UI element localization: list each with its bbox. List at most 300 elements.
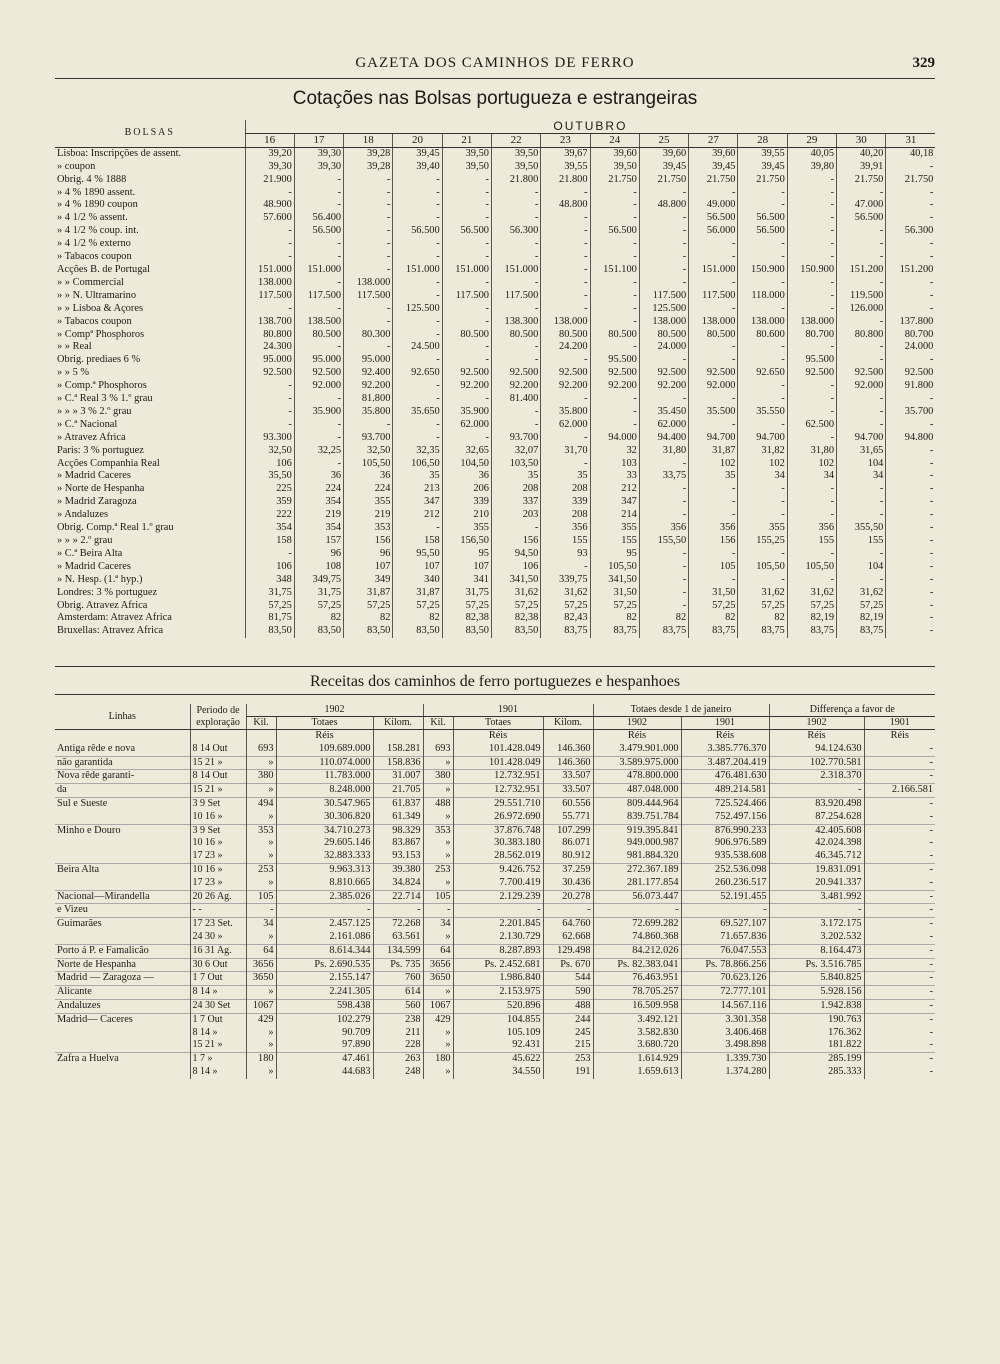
kil-1901: 34: [423, 918, 453, 931]
per-kilom-1901: 60.556: [543, 797, 593, 810]
quote-value: 138.300: [491, 316, 540, 329]
quote-value: 92.000: [837, 380, 886, 393]
quote-value: -: [541, 251, 590, 264]
quote-value: 31,80: [639, 445, 688, 458]
since-jan-1902: 281.177.854: [593, 877, 681, 890]
quote-value: 83,75: [541, 625, 590, 638]
total-1901: 101.428.049: [453, 743, 543, 756]
quote-value: 31,87: [393, 587, 442, 600]
quote-value: 92.500: [787, 367, 836, 380]
security-label: Acções B. de Portugal: [57, 263, 150, 275]
line-name: Minho e Douro: [55, 824, 190, 837]
since-jan-1902: 981.884.320: [593, 850, 681, 863]
quote-value: 57,25: [245, 600, 294, 613]
quote-value: -: [442, 238, 491, 251]
quote-value: -: [541, 264, 590, 277]
quote-value: -: [886, 445, 935, 458]
total-1901: 37.876.748: [453, 824, 543, 837]
quote-value: -: [639, 458, 688, 471]
kil-1902: »: [246, 931, 276, 944]
security-label: Londres: 3 % portuguez: [57, 586, 158, 598]
quote-value: -: [787, 277, 836, 290]
quote-value: 81,75: [245, 612, 294, 625]
day-header: 17: [294, 133, 343, 147]
day-header: 24: [590, 133, 639, 147]
quote-value: 106: [245, 458, 294, 471]
quote-value: 151.000: [491, 264, 540, 277]
reis-unit: Réis: [276, 730, 373, 743]
receipts-title: Receitas dos caminhos de ferro portuguezes e hespanhoes: [309, 673, 681, 690]
quote-value: 31,62: [738, 587, 787, 600]
kil-1902: »: [246, 837, 276, 850]
quote-value: -: [837, 251, 886, 264]
quote-value: 39,60: [639, 147, 688, 160]
since-jan-1902: 84.212.026: [593, 944, 681, 958]
quote-value: -: [590, 419, 639, 432]
period: 1 7 »: [190, 1053, 246, 1066]
quote-value: 57,25: [837, 600, 886, 613]
totals-header-1901: Totaes: [453, 717, 543, 730]
quote-value: 92.200: [442, 380, 491, 393]
quote-value: -: [886, 277, 935, 290]
quote-value: 40,18: [886, 147, 935, 160]
quote-value: 92.400: [344, 367, 393, 380]
quote-value: -: [541, 238, 590, 251]
quote-value: 94.400: [639, 432, 688, 445]
quote-value: 83,75: [639, 625, 688, 638]
quote-value: 36: [294, 470, 343, 483]
per-kilom-1901: 55.771: [543, 811, 593, 824]
since-jan-1902: 3.479.901.000: [593, 743, 681, 756]
quote-row: [55, 509, 935, 522]
quote-value: -: [344, 187, 393, 200]
quote-value: -: [787, 393, 836, 406]
receipt-row: [55, 918, 935, 931]
month-header: OUTUBRO: [245, 120, 935, 133]
quote-value: 24.300: [245, 341, 294, 354]
quote-value: -: [344, 212, 393, 225]
quote-value: 96: [294, 548, 343, 561]
security-label: » 4 1/2 % coup. int.: [57, 225, 139, 237]
kil-1901: »: [423, 931, 453, 944]
quote-value: -: [886, 625, 935, 638]
quote-value: 82: [689, 612, 738, 625]
period: 20 26 Ag.: [190, 890, 246, 904]
security-label: Paris: 3 % portuguez: [57, 444, 144, 456]
line-name: [55, 931, 190, 944]
quote-value: 92.200: [590, 380, 639, 393]
quote-value: -: [886, 561, 935, 574]
since-jan-1902: 16.509.958: [593, 999, 681, 1013]
security-label: » » » 3 % 2.º grau: [57, 405, 132, 417]
period: 24 30 »: [190, 931, 246, 944]
diff-1902: 102.770.581: [769, 756, 864, 770]
security-label: » N. Hesp. (1.ª hyp.): [57, 573, 143, 585]
kil-1901: 3650: [423, 972, 453, 986]
quote-row: [55, 548, 935, 561]
total-1902: 2.457.125: [276, 918, 373, 931]
quote-value: 83,75: [837, 625, 886, 638]
diff-1901: -: [864, 1027, 935, 1040]
line-name: Guimarães: [55, 918, 190, 931]
quote-value: -: [886, 458, 935, 471]
quote-value: -: [837, 225, 886, 238]
quote-value: -: [837, 354, 886, 367]
total-1902: 32.883.333: [276, 850, 373, 863]
diff-1902: 3.172.175: [769, 918, 864, 931]
quote-value: -: [442, 354, 491, 367]
line-name: Porto á P. e Famalicão: [55, 944, 190, 958]
diff-1902: 285.199: [769, 1053, 864, 1066]
quote-value: 95,50: [393, 548, 442, 561]
diff-1902: 3.481.992: [769, 890, 864, 904]
kil-1902: »: [246, 1066, 276, 1079]
quote-value: 39,60: [590, 147, 639, 160]
quote-value: 92.000: [689, 380, 738, 393]
quote-value: 355,50: [837, 522, 886, 535]
line-name: da: [55, 784, 190, 798]
kil-1902: 64: [246, 944, 276, 958]
kil-1902: »: [246, 850, 276, 863]
quote-value: -: [639, 212, 688, 225]
quote-value: -: [344, 174, 393, 187]
period: 17 23 »: [190, 850, 246, 863]
quote-value: -: [639, 277, 688, 290]
quote-value: 92.500: [590, 367, 639, 380]
per-kilom-1902: -: [373, 904, 423, 918]
receipt-row: [55, 890, 935, 904]
quote-value: 48.800: [639, 199, 688, 212]
since-jan-1902: 272.367.189: [593, 863, 681, 876]
quote-value: 354: [294, 522, 343, 535]
stock-quotes-table: [55, 120, 935, 638]
quote-value: -: [393, 238, 442, 251]
reis-unit-row: [55, 730, 935, 743]
quote-value: 57,25: [294, 600, 343, 613]
kil-1901: 380: [423, 770, 453, 784]
total-1902: 2.385.026: [276, 890, 373, 904]
diff-1901: -: [864, 1013, 935, 1026]
security-label: Obrig. 4 % 1888: [57, 173, 127, 185]
security-label: » Tabacos coupon: [57, 315, 132, 327]
quote-value: 356: [639, 522, 688, 535]
quote-row: [55, 419, 935, 432]
per-kilom-1902: 72.268: [373, 918, 423, 931]
quote-value: 92.200: [639, 380, 688, 393]
quote-value: 349,75: [294, 574, 343, 587]
security-label: » Madrid Zaragoza: [57, 496, 137, 508]
line-name: Zafra a Huelva: [55, 1053, 190, 1066]
quote-value: 57.600: [245, 212, 294, 225]
quote-value: -: [541, 212, 590, 225]
quote-value: -: [639, 548, 688, 561]
total-1902: 102.279: [276, 1013, 373, 1026]
kil-1901: »: [423, 837, 453, 850]
quote-value: -: [245, 187, 294, 200]
quote-value: -: [590, 187, 639, 200]
quote-row: [55, 238, 935, 251]
per-kilom-1902: 248: [373, 1066, 423, 1079]
kil-1902: 693: [246, 743, 276, 756]
diff-1902: 285.333: [769, 1066, 864, 1079]
diff-1902: 176.362: [769, 1027, 864, 1040]
quote-row: [55, 290, 935, 303]
quote-value: 341,50: [491, 574, 540, 587]
quote-value: 348: [245, 574, 294, 587]
since-jan-1902-header: 1902: [593, 717, 681, 730]
quote-value: 31,62: [541, 587, 590, 600]
quote-value: 83,50: [294, 625, 343, 638]
quote-value: -: [886, 509, 935, 522]
security-label: Obrig. Atravez Africa: [57, 599, 148, 611]
quote-value: 80.500: [541, 329, 590, 342]
quote-value: 151.200: [886, 264, 935, 277]
quote-value: 355: [442, 522, 491, 535]
section-rule-2: [55, 694, 935, 695]
quote-value: -: [639, 483, 688, 496]
quote-row: [55, 199, 935, 212]
quote-value: -: [491, 522, 540, 535]
since-jan-1902: 3.589.975.000: [593, 756, 681, 770]
total-1902: 30.306.820: [276, 811, 373, 824]
quote-value: -: [294, 303, 343, 316]
line-name: Alicante: [55, 986, 190, 1000]
period: 30 6 Out: [190, 958, 246, 972]
line-name: Madrid— Caceres: [55, 1013, 190, 1026]
since-jan-1901: 70.623.126: [681, 972, 769, 986]
total-1901: 8.287.893: [453, 944, 543, 958]
receipt-row: [55, 904, 935, 918]
quote-value: 347: [590, 496, 639, 509]
security-label: » 4 1/2 % externo: [57, 238, 131, 250]
kil-1901: »: [423, 850, 453, 863]
quote-value: 92.500: [442, 367, 491, 380]
receipt-row: [55, 1066, 935, 1079]
quote-value: 39,30: [294, 161, 343, 174]
quote-value: -: [738, 199, 787, 212]
quote-value: 32,35: [393, 445, 442, 458]
period: 8 14 »: [190, 1066, 246, 1079]
quote-row: [55, 625, 935, 638]
period: 3 9 Set: [190, 797, 246, 810]
quote-value: -: [344, 199, 393, 212]
quote-value: 155,50: [639, 535, 688, 548]
quote-value: -: [738, 277, 787, 290]
total-1901: 1.986.840: [453, 972, 543, 986]
kil-1901: 105: [423, 890, 453, 904]
quote-value: 80.500: [590, 329, 639, 342]
quote-value: 155: [541, 535, 590, 548]
quote-value: 106,50: [393, 458, 442, 471]
quote-value: 102: [738, 458, 787, 471]
quote-value: -: [689, 187, 738, 200]
quote-value: 39,50: [590, 161, 639, 174]
quote-value: 80.500: [639, 329, 688, 342]
security-label: » C.ª Beira Alta: [57, 547, 123, 559]
quote-value: 359: [245, 496, 294, 509]
quote-value: -: [442, 303, 491, 316]
per-kilom-1901: 80.912: [543, 850, 593, 863]
quote-value: -: [294, 174, 343, 187]
quote-value: 105,50: [787, 561, 836, 574]
quote-value: 349: [344, 574, 393, 587]
quote-value: 92.200: [344, 380, 393, 393]
receipt-row: [55, 824, 935, 837]
quote-value: 151.100: [590, 264, 639, 277]
quote-value: 24.200: [541, 341, 590, 354]
since-jan-1901: Ps. 78.866.256: [681, 958, 769, 972]
receipt-row: [55, 1027, 935, 1040]
quote-value: 151.000: [689, 264, 738, 277]
quote-value: 35.900: [442, 406, 491, 419]
total-1902: 8.810.665: [276, 877, 373, 890]
diff-1902: 5.928.156: [769, 986, 864, 1000]
receipt-row: [55, 958, 935, 972]
quote-value: -: [442, 341, 491, 354]
security-label: Acções Companhia Real: [57, 457, 160, 469]
diff-1902: 8.164.473: [769, 944, 864, 958]
since-jan-1902: 78.705.257: [593, 986, 681, 1000]
security-label: » C.ª Real 3 % 1.º grau: [57, 393, 153, 405]
period: 8 14 »: [190, 1027, 246, 1040]
quote-value: -: [787, 187, 836, 200]
period: 3 9 Set: [190, 824, 246, 837]
since-jan-1902: 1.614.929: [593, 1053, 681, 1066]
quote-value: -: [541, 432, 590, 445]
line-name: Antiga rêde e nova: [57, 742, 136, 754]
since-jan-1901: -: [681, 904, 769, 918]
quote-value: -: [491, 212, 540, 225]
quote-value: 56.300: [491, 225, 540, 238]
quote-value: 32,25: [294, 445, 343, 458]
total-1902: 90.709: [276, 1027, 373, 1040]
reis-unit: Réis: [769, 730, 864, 743]
quote-value: 82: [393, 612, 442, 625]
diff-1902: 20.941.337: [769, 877, 864, 890]
kil-1901: -: [423, 904, 453, 918]
kil-1902: 1067: [246, 999, 276, 1013]
header-rule: [55, 78, 935, 79]
quote-value: 31,50: [689, 587, 738, 600]
quote-value: 62.000: [541, 419, 590, 432]
quote-value: 39,30: [294, 147, 343, 160]
period: 10 16 »: [190, 811, 246, 824]
total-1901: -: [453, 904, 543, 918]
period: 8 14 Out: [190, 743, 246, 756]
quote-value: 80.500: [294, 329, 343, 342]
line-name: [55, 837, 190, 850]
receipt-row: [55, 1013, 935, 1026]
line-name: [55, 1039, 190, 1052]
per-kilom-1902: 39.380: [373, 863, 423, 876]
since-jan-1902: 809.444.964: [593, 797, 681, 810]
total-1901: 101.428.049: [453, 756, 543, 770]
kil-1902: »: [246, 986, 276, 1000]
quote-value: -: [393, 187, 442, 200]
quote-value: -: [689, 509, 738, 522]
since-jan-1902: 3.582.830: [593, 1027, 681, 1040]
kil-1901: »: [423, 784, 453, 798]
quote-value: 39,60: [689, 147, 738, 160]
quote-value: 355: [738, 522, 787, 535]
quote-value: -: [787, 548, 836, 561]
period: 1 7 Out: [190, 1013, 246, 1026]
quote-value: -: [639, 393, 688, 406]
quote-value: 138.000: [245, 277, 294, 290]
quote-row: [55, 458, 935, 471]
quote-row: [55, 406, 935, 419]
kil-1901: »: [423, 756, 453, 770]
total-1902: 47.461: [276, 1053, 373, 1066]
since-jan-1901: 1.339.730: [681, 1053, 769, 1066]
quote-value: -: [245, 225, 294, 238]
diff-1902: 1.942.838: [769, 999, 864, 1013]
diff-1902: 46.345.712: [769, 850, 864, 863]
quote-value: 83,75: [738, 625, 787, 638]
quote-value: -: [590, 251, 639, 264]
since-jan-1901: 3.301.358: [681, 1013, 769, 1026]
receipt-row: [55, 756, 935, 770]
quote-value: 102: [787, 458, 836, 471]
quote-value: 91.800: [886, 380, 935, 393]
quote-value: 82: [738, 612, 787, 625]
quote-value: -: [837, 574, 886, 587]
quote-value: 56.400: [294, 212, 343, 225]
quote-value: 21.750: [639, 174, 688, 187]
since-jan-1901: 252.536.098: [681, 863, 769, 876]
total-1901: 30.383.180: [453, 837, 543, 850]
period: 1 7 Out: [190, 972, 246, 986]
quote-row: [55, 470, 935, 483]
diff-1902: 2.318.370: [769, 770, 864, 784]
quote-value: 56.500: [738, 225, 787, 238]
since-jan-1901: 476.481.630: [681, 770, 769, 784]
security-label: Bruxellas: Atravez Africa: [57, 625, 164, 637]
kil-1901: 693: [423, 743, 453, 756]
quote-value: 36: [442, 470, 491, 483]
quote-value: 210: [442, 509, 491, 522]
line-name: [55, 877, 190, 890]
kil-1901: »: [423, 877, 453, 890]
quote-value: 117.500: [294, 290, 343, 303]
kil-1902: 34: [246, 918, 276, 931]
quote-value: 138.000: [344, 277, 393, 290]
quote-value: -: [245, 238, 294, 251]
security-label: » Norte de Hespanha: [57, 483, 145, 495]
quote-value: 39,50: [442, 147, 491, 160]
diff-1901: -: [864, 743, 935, 756]
receipt-row: [55, 944, 935, 958]
quote-value: -: [639, 561, 688, 574]
quote-row: [55, 600, 935, 613]
period: 24 30 Set: [190, 999, 246, 1013]
quote-value: 219: [344, 509, 393, 522]
quote-value: 155: [787, 535, 836, 548]
quote-value: 125.500: [639, 303, 688, 316]
quote-value: -: [886, 212, 935, 225]
receipts-body: [55, 730, 935, 1079]
diff-1901: -: [864, 837, 935, 850]
quote-row: [55, 187, 935, 200]
period: 10 16 »: [190, 863, 246, 876]
quote-value: 21.800: [491, 174, 540, 187]
quote-value: 94.700: [738, 432, 787, 445]
quote-value: -: [886, 199, 935, 212]
quote-value: -: [590, 199, 639, 212]
quote-value: -: [837, 406, 886, 419]
quote-value: 39,80: [787, 161, 836, 174]
quote-value: 39,50: [491, 147, 540, 160]
